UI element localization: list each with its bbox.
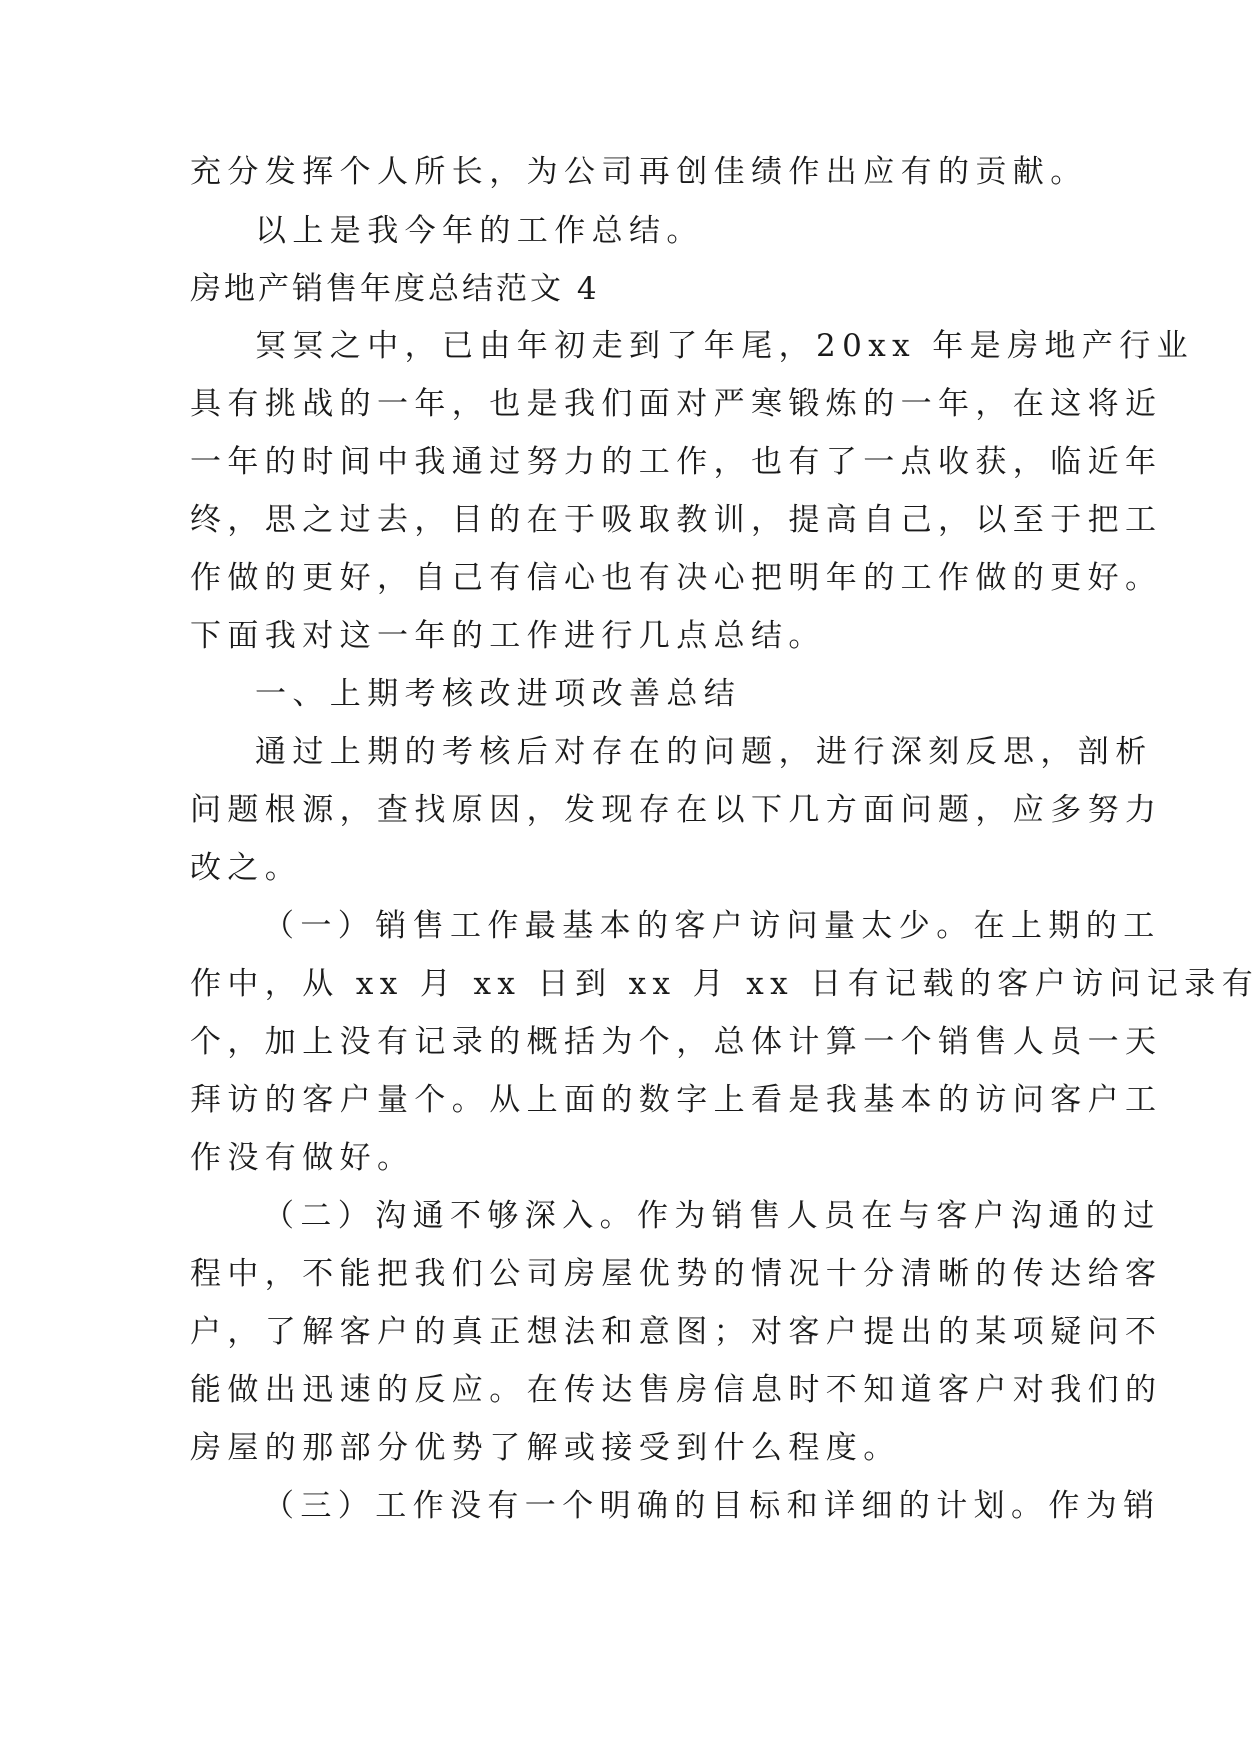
paragraph-line: 户，了解客户的真正想法和意图；对客户提出的某项疑问不	[190, 1314, 1163, 1350]
section-title: 房地产销售年度总结范文 4	[190, 271, 600, 307]
paragraph-line-summary: 以上是我今年的工作总结。	[255, 213, 704, 249]
paragraph-line: 拜访的客户量个。从上面的数字上看是我基本的访问客户工	[190, 1082, 1163, 1118]
paragraph-line: 冥冥之中，已由年初走到了年尾，20xx 年是房地产行业	[255, 328, 1195, 364]
list-item-line: （一）销售工作最基本的客户访问量太少。在上期的工	[263, 908, 1161, 944]
list-item-line: （二）沟通不够深入。作为销售人员在与客户沟通的过	[263, 1198, 1161, 1234]
paragraph-line: 作没有做好。	[190, 1140, 415, 1176]
paragraph-line: 通过上期的考核后对存在的问题，进行深刻反思，剖析	[255, 734, 1153, 770]
list-item-line: （三）工作没有一个明确的目标和详细的计划。作为销	[263, 1488, 1161, 1524]
paragraph-line: 具有挑战的一年，也是我们面对严寒锻炼的一年，在这将近	[190, 386, 1163, 422]
paragraph-line: 作做的更好，自己有信心也有决心把明年的工作做的更好。	[190, 560, 1163, 596]
subsection-heading: 一、上期考核改进项改善总结	[255, 676, 742, 712]
paragraph-line: 作中，从 xx 月 xx 日到 xx 月 xx 日有记载的客户访问记录有	[190, 966, 1259, 1002]
paragraph-line: 程中，不能把我们公司房屋优势的情况十分清晰的传达给客	[190, 1256, 1163, 1292]
paragraph-line: 一年的时间中我通过努力的工作，也有了一点收获，临近年	[190, 444, 1163, 480]
paragraph-line: 问题根源，查找原因，发现存在以下几方面问题，应多努力	[190, 792, 1163, 828]
paragraph-line: 下面我对这一年的工作进行几点总结。	[190, 618, 826, 654]
paragraph-line: 能做出迅速的反应。在传达售房信息时不知道客户对我们的	[190, 1372, 1163, 1408]
paragraph-line: 改之。	[190, 850, 303, 886]
paragraph-line: 房屋的那部分优势了解或接受到什么程度。	[190, 1430, 901, 1466]
paragraph-line-closing: 充分发挥个人所长，为公司再创佳绩作出应有的贡献。	[190, 154, 1088, 190]
paragraph-line: 个，加上没有记录的概括为个，总体计算一个销售人员一天	[190, 1024, 1163, 1060]
paragraph-line: 终，思之过去，目的在于吸取教训，提高自己，以至于把工	[190, 502, 1163, 538]
